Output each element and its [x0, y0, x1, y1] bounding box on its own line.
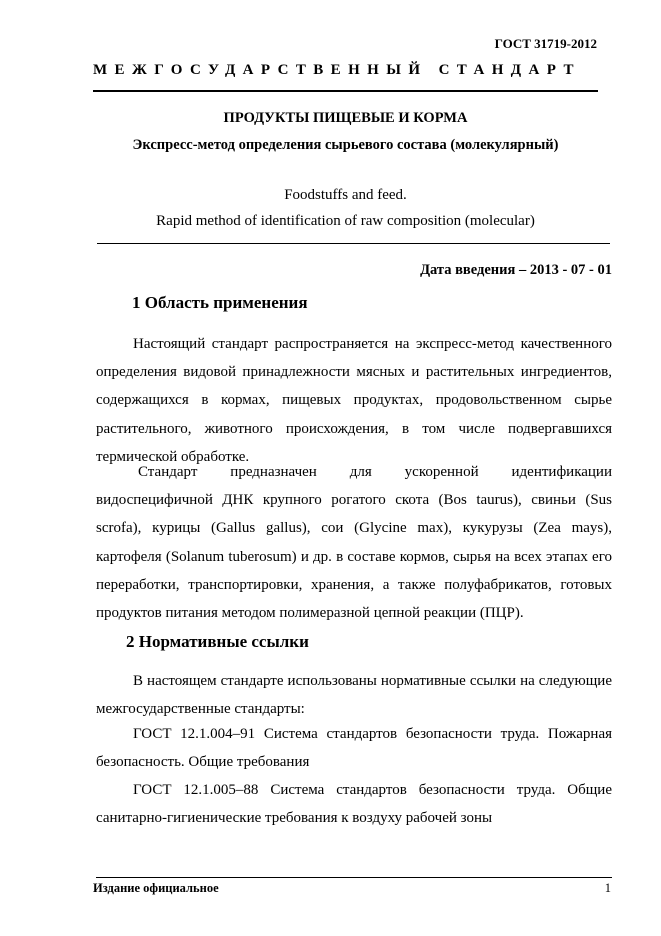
section-heading-scope: 1 Область применения: [132, 293, 308, 312]
title-rule: [97, 243, 610, 244]
document-subtitle-ru: Экспресс-метод определения сырьевого состава (молекулярный): [132, 137, 559, 153]
document-title-en: Foodstuffs and feed.: [284, 187, 407, 203]
paragraph: В настоящем стандарте использованы нормативные ссылки на следующие межгосударственные стандарты:: [96, 673, 612, 718]
section-heading-normative-references: 2 Нормативные ссылки: [126, 632, 309, 651]
reference-item: ГОСТ 12.1.005–88 Система стандартов безопасности труда. Общие санитарно-гигиенические требования к воздуху рабочей зоны: [96, 782, 612, 827]
gost-code: ГОСТ 31719-2012: [494, 36, 597, 51]
interstate-standard-banner: МЕЖГОСУДАРСТВЕННЫЙ СТАНДАРТ: [93, 62, 581, 78]
paragraph: Настоящий стандарт распространяется на экспресс-метод качественного определения видовой принадлежности мясных и растительных ингредиентов, содержащихся в кормах, пищевых продуктах, продовольственном сырье растительного, животного происхождения, в том числе подвергавшихся термической обработке.: [96, 336, 612, 465]
document-subtitle-en: Rapid method of identification of raw composition (molecular): [156, 213, 535, 229]
page-number: 1: [604, 881, 611, 895]
header-rule: [93, 90, 598, 92]
footer-edition: Издание официальное: [93, 881, 219, 895]
footer-rule: [96, 877, 612, 878]
document-title-ru: ПРОДУКТЫ ПИЩЕВЫЕ И КОРМА: [223, 110, 468, 126]
introduction-date: Дата введения – 2013 - 07 - 01: [420, 262, 612, 278]
reference-item: ГОСТ 12.1.004–91 Система стандартов безопасности труда. Пожарная безопасность. Общие требования: [96, 726, 612, 771]
paragraph: Стандарт предназначен для ускоренной идентификации видоспецифичной ДНК крупного рогатого скота (Bos taurus), свиньи (Sus scrofa), курицы (Gallus gallus), сои (Glycine max), кукурузы (Zea mays), картофеля (Solanum tuberosum) и др. в составе кормов, сырья на всех этапах его переработки, транспортировки, хранения, а также полуфабрикатов, готовых продуктов питания методом полимеразной цепной реакции (ПЦР).: [96, 464, 612, 622]
